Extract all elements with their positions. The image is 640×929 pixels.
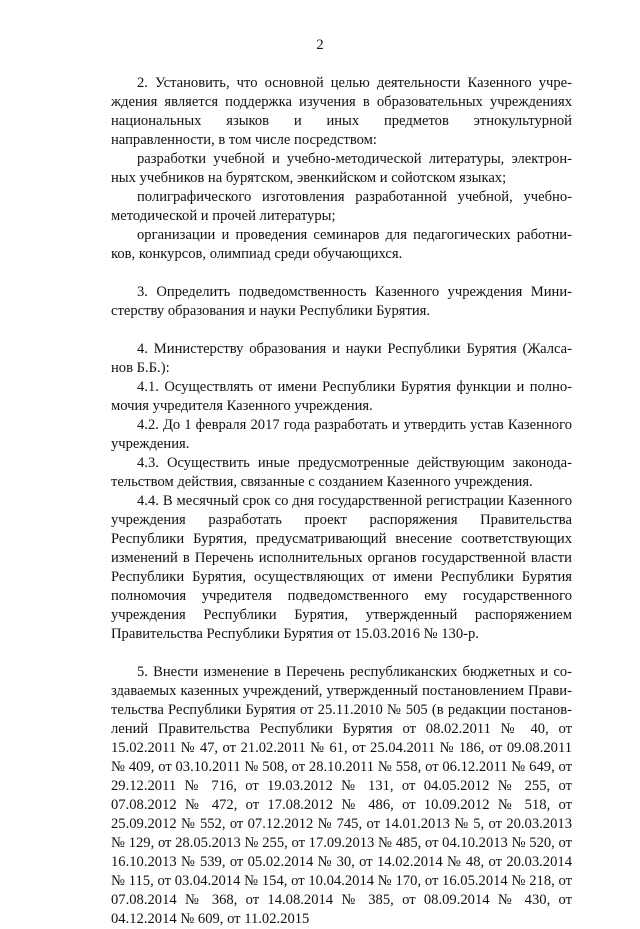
page-number: 2 xyxy=(316,37,324,53)
paragraph-4-3: 4.3. Осуществить иные предусмотренные действующим законодательством действия, связанные с созданием Казенного учреждения. xyxy=(111,455,572,490)
paragraph-4-ministry: 4. Министерству образования и науки Республики Бурятия (Жалсанов Б.Б.): xyxy=(111,341,572,376)
paragraph-5-amendment: 5. Внести изменение в Перечень республиканских бюджетных и создаваемых казенных учреждений, утвержденный постановлением Правительства Республики Бурятия от 25.11.2010 № 505 (в редакции постановлений Правительства Республики Бурятия от 08.02.2011 № 40, от 15.02.2011 № 47, от 21.02.2011 № 61, от 25.04.2011 № 186, от 09.08.2011 № 409, от 03.10.2011 № 508, от 28.10.2011 № 558, от 06.12.2011 № 649, от 29.12.2011 № 716, от 19.03.2012 № 131, от 04.05.2012 № 255, от 07.08.2012 № 472, от 17.08.2012 № 486, от 10.09.2012 № 518, от 25.09.2012 № 552, от 07.12.2012 № 745, от 14.01.2013 № 5, от 20.03.2013 № 129, от 28.05.2013 № 255, от 17.09.2013 № 485, от 04.10.2013 № 520, от 16.10.2013 № 539, от 05.02.2014 № 30, от 14.02.2014 № 48, от 20.03.2014 № 115, от 03.04.2014 № 154, от 10.04.2014 № 170, от 16.05.2014 № 218, от 07.08.2014 № 368, от 14.08.2014 № 385, от 08.09.2014 № 430, от 04.12.2014 № 609, от 11.02.2015 xyxy=(111,664,572,927)
paragraph-4-2: 4.2. До 1 февраля 2017 года разработать и утвердить устав Казенного учреждения. xyxy=(111,417,572,452)
paragraph-2-item-seminars: организации и проведения семинаров для педагогических работников, конкурсов, олимпиад среди обучающихся. xyxy=(111,227,572,262)
paragraph-2-purpose: 2. Установить, что основной целью деятельности Казенного учреждения является поддержка изучения в образовательных учреждениях национальных языков и иных предметов этнокультурной направленности, в том числе посредством: xyxy=(111,75,572,148)
paragraph-3-subordination: 3. Определить подведомственность Казенного учреждения Министерству образования и науки Республики Бурятия. xyxy=(111,284,572,319)
paragraph-gap xyxy=(111,644,572,663)
document-body xyxy=(111,74,572,929)
paragraph-2-item-textbooks: разработки учебной и учебно-методической литературы, электронных учебников на бурятском, эвенкийском и сойотском языках; xyxy=(111,151,572,186)
paragraph-4-1: 4.1. Осуществлять от имени Республики Бурятия функции и полномочия учредителя Казенного учреждения. xyxy=(111,379,572,414)
paragraph-4-4: 4.4. В месячный срок со дня государственной регистрации Казенного учреждения разработать проект распоряжения Правительства Республики Бурятия, предусматривающий внесение соответствующих изменений в Перечень исполнительных органов государственной власти Республики Бурятия, осуществляющих от имени Республики Бурятия полномочия учредителя подведомственного ему государственного учреждения Республики Бурятия, утвержденный распоряжением Правительства Республики Бурятия от 15.03.2016 № 130-р. xyxy=(111,493,572,642)
paragraph-2-item-printing: полиграфического изготовления разработанной учебной, учебно-методической и прочей литературы; xyxy=(111,189,572,224)
paragraph-gap xyxy=(111,321,572,340)
paragraph-gap xyxy=(111,264,572,283)
